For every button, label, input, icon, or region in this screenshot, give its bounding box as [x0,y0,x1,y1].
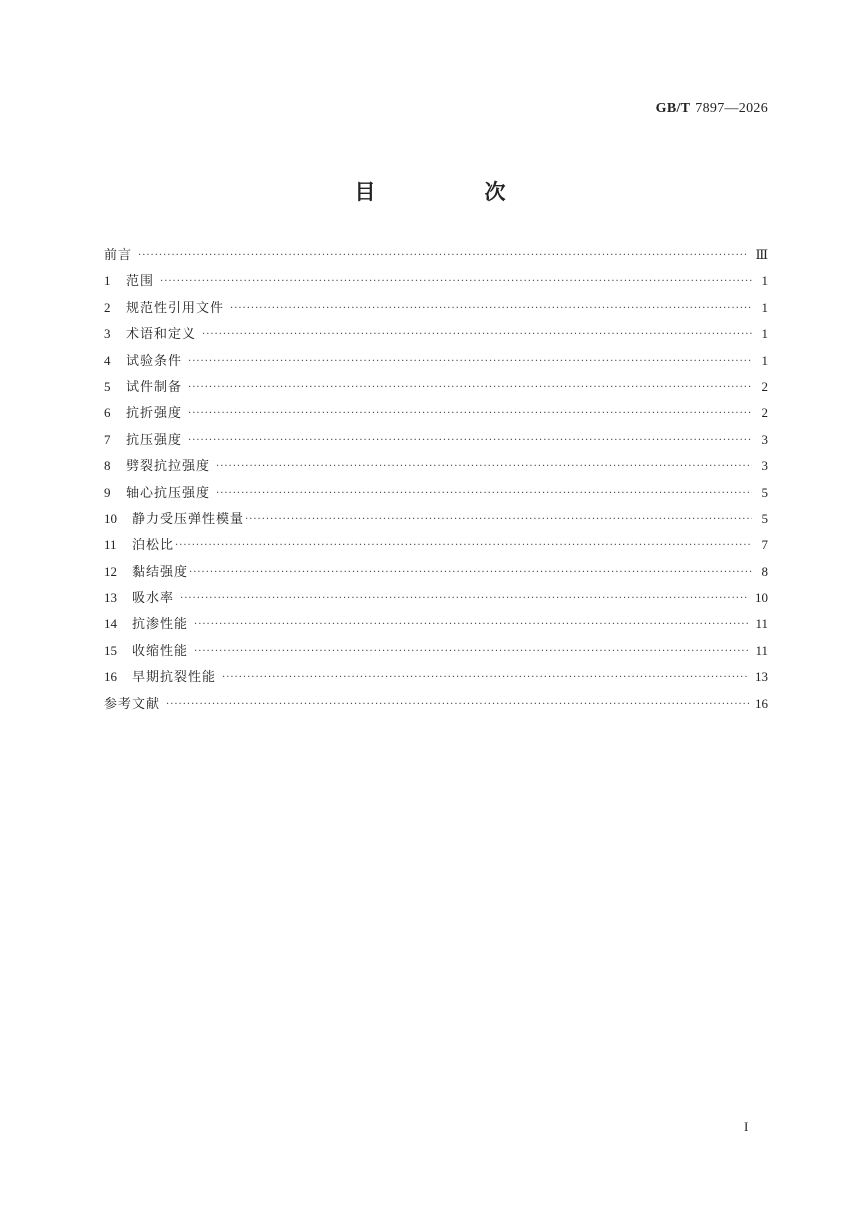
toc-entry-3[interactable] [104,323,768,349]
toc-entry-page: 16 [755,695,768,711]
toc-entry-page: 11 [755,616,768,632]
toc-entry-number: 3 [104,326,111,342]
toc-entry-4[interactable] [104,350,768,376]
toc-entry-number: 10 [104,510,117,526]
toc-entry-bibliography[interactable] [104,693,768,719]
standard-prefix: GB/T [655,101,691,116]
toc-entry-5[interactable] [104,376,768,402]
toc-entry-page: 8 [761,563,768,579]
toc-entry-foreword[interactable] [104,244,768,270]
toc-entry-page: 10 [755,590,768,606]
toc-leader-dots [216,461,752,472]
toc-entry-page: 1 [761,352,768,368]
toc-leader-dots [222,672,749,683]
toc-entry-page: 5 [761,484,768,500]
toc-entry-label: 静力受压弹性模量 [132,511,245,527]
toc-entry-number: 16 [104,669,117,685]
toc-entry-7[interactable] [104,429,768,455]
toc-entry-label: 早期抗裂性能 [132,670,217,686]
toc-entry-number: 11 [104,537,117,553]
toc-entry-2[interactable] [104,297,768,323]
toc-leader-dots [188,356,752,367]
toc-entry-label: 试验条件 [126,353,183,369]
toc-entry-label: 试件制备 [126,379,183,395]
toc-entry-11[interactable] [104,534,768,560]
toc-leader-dots [138,250,749,261]
toc-entry-page: 1 [761,299,768,315]
toc-entry-number: 1 [104,273,111,289]
toc-entry-number: 8 [104,458,111,474]
toc-leader-dots [245,514,752,525]
toc-entry-page: 2 [761,378,768,394]
toc-entry-label: 抗压强度 [126,432,183,448]
toc-entry-label: 劈裂抗拉强度 [126,459,211,475]
toc-entry-12[interactable] [104,561,768,587]
toc-entry-label: 术语和定义 [126,327,197,343]
toc-leader-dots [160,276,752,287]
page-folio: I [744,1119,749,1134]
toc-entry-label: 抗渗性能 [132,617,189,633]
toc-entry-page: 5 [761,510,768,526]
toc-entry-14[interactable] [104,613,768,639]
toc-entry-label: 前言 [104,248,133,263]
toc-entry-label: 范围 [126,274,155,290]
toc-entry-13[interactable] [104,587,768,613]
toc-entry-page: 11 [755,642,768,658]
toc-entry-number: 4 [104,352,111,368]
toc-leader-dots [194,646,749,657]
toc-entry-16[interactable] [104,666,768,692]
toc-leader-dots [194,619,749,630]
toc-entry-number: 5 [104,378,111,394]
toc-entry-number: 9 [104,484,111,500]
toc-entry-number: 14 [104,616,117,632]
toc-entry-label: 泊松比 [132,538,175,554]
toc-entry-number: 7 [104,431,111,447]
toc-entry-number: 6 [104,405,111,421]
toc-entry-page: 13 [755,669,768,685]
toc-entry-10[interactable] [104,508,768,534]
toc-entry-number: 13 [104,590,117,606]
toc-entry-page: Ⅲ [755,247,768,262]
toc-entry-page: 2 [761,405,768,421]
toc-leader-dots [188,435,752,446]
toc-leader-dots [216,488,752,499]
toc-entry-6[interactable] [104,402,768,428]
toc-entry-number: 15 [104,642,117,658]
toc-entry-label: 吸水率 [132,591,175,607]
toc-entry-9[interactable] [104,482,768,508]
toc-entry-label: 参考文献 [104,696,161,712]
toc-leader-dots [188,382,752,393]
toc-entry-page: 1 [761,273,768,289]
standard-code [656,101,768,117]
table-of-contents [104,244,768,719]
toc-entry-label: 黏结强度 [132,564,189,580]
toc-leader-dots [166,699,749,710]
toc-leader-dots [180,593,749,604]
toc-entry-label: 抗折强度 [126,406,183,422]
toc-leader-dots [188,408,752,419]
toc-entry-label: 规范性引用文件 [126,300,225,316]
toc-entry-label: 收缩性能 [132,643,189,659]
toc-leader-dots [175,540,752,551]
toc-entry-page: 3 [761,431,768,447]
toc-entry-15[interactable] [104,640,768,666]
toc-leader-dots [202,329,752,340]
toc-entry-page: 7 [761,537,768,553]
toc-leader-dots [230,303,752,314]
toc-entry-number: 2 [104,299,111,315]
toc-leader-dots [189,567,752,578]
standard-number: 7897—2026 [695,101,768,116]
page-title: 目 次 [354,180,550,204]
toc-entry-8[interactable] [104,455,768,481]
toc-entry-page: 1 [761,326,768,342]
toc-entry-number: 12 [104,563,117,579]
toc-entry-1[interactable] [104,270,768,296]
toc-entry-page: 3 [761,458,768,474]
toc-entry-label: 轴心抗压强度 [126,485,211,501]
